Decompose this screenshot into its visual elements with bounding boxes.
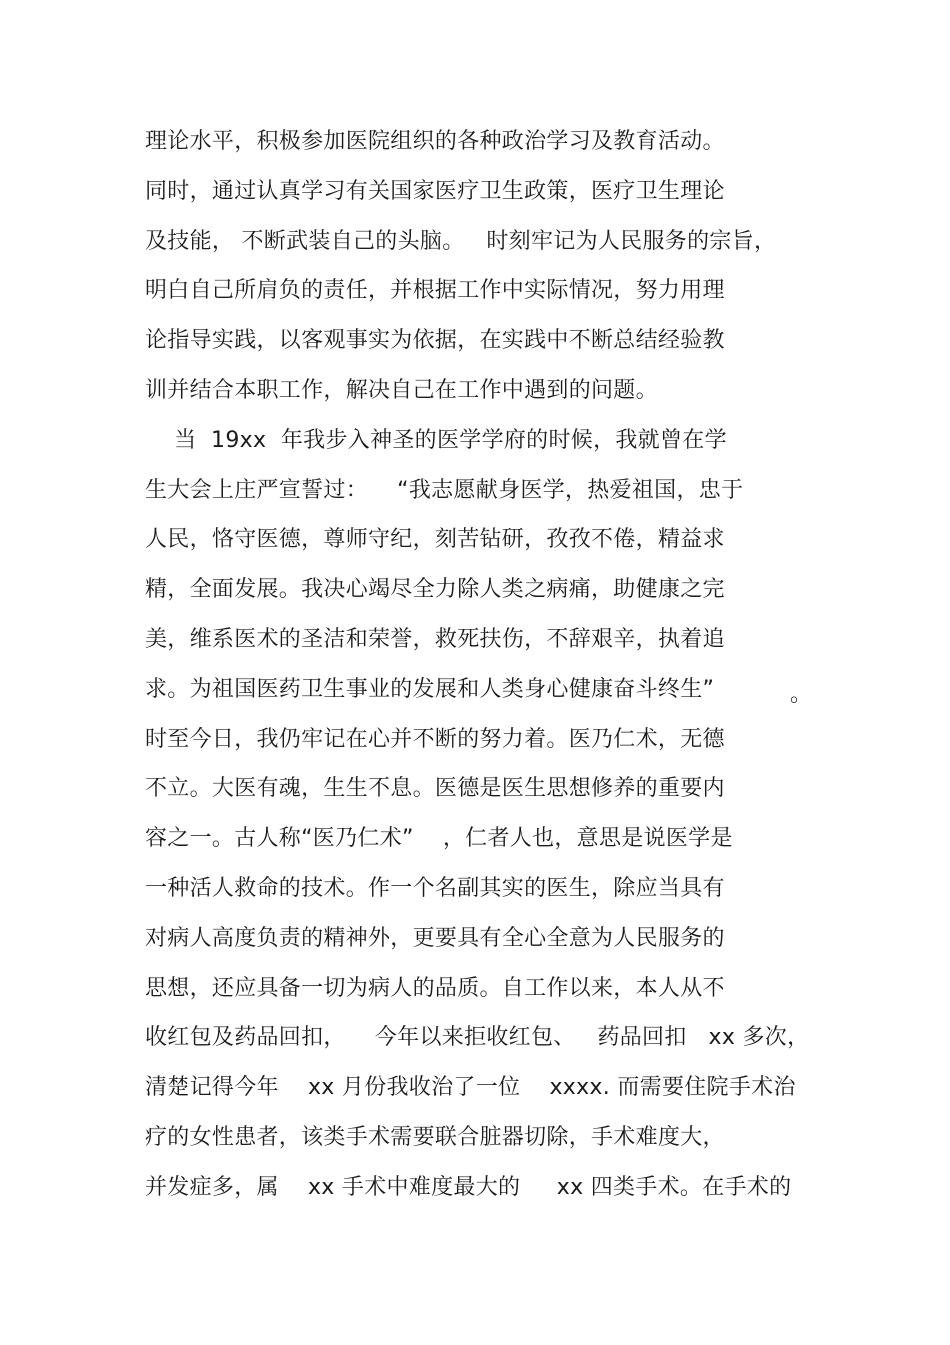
text-line-7: 当 19xx 年我步入神圣的医学学府的时候，我就曾在学 <box>145 428 727 453</box>
text-line-14: 不立。大医有魂，生生不息。医德是医生思想修养的重要内 <box>145 776 725 801</box>
text-line-15: 容之一。古人称“医乃仁术” ，仁者人也，意思是说医学是 <box>145 826 733 851</box>
text-line-4: 明白自己所肩负的责任，并根据工作中实际情况，努力用理 <box>145 278 725 303</box>
text-line-18: 思想，还应具备一切为病人的品质。自工作以来，本人从不 <box>145 976 725 1001</box>
text-line-19: 收红包及药品回扣， 今年以来拒收红包、 药品回扣 xx 多次， <box>145 1025 810 1050</box>
text-line-6: 训并结合本职工作，解决自己在工作中遇到的问题。 <box>145 378 658 403</box>
text-line-22: 并发症多，属 xx 手术中难度最大的 xx 四类手术。在手术的 <box>145 1175 792 1200</box>
text-line-1: 理论水平，积极参加医院组织的各种政治学习及教育活动。 <box>145 129 725 154</box>
text-line-21: 疗的女性患者，该类手术需要联合脏器切除，手术难度大， <box>145 1125 725 1150</box>
text-line-8: 生大会上庄严宣誓过： “我志愿献身医学，热爱祖国，忠于 <box>145 478 744 503</box>
trailing-punctuation: 。 <box>790 682 813 707</box>
text-line-12: 求。为祖国医药卫生事业的发展和人类身心健康奋斗终生” <box>145 677 715 702</box>
text-line-16: 一种活人救命的技术。作一个名副其实的医生，除应当具有 <box>145 876 725 901</box>
text-line-3: 及技能， 不断武装自己的头脑。 时刻牢记为人民服务的宗旨， <box>145 229 777 254</box>
text-line-9: 人民，恪守医德，尊师守纪，刻苦钻研，孜孜不倦，精益求 <box>145 527 725 552</box>
text-line-11: 美，维系医术的圣洁和荣誉，救死扶伤，不辞艰辛，执着追 <box>145 627 725 652</box>
text-line-13: 时至今日，我仍牢记在心并不断的努力着。医乃仁术，无德 <box>145 727 725 752</box>
text-line-10: 精，全面发展。我决心竭尽全力除人类之病痛，助健康之完 <box>145 577 725 602</box>
text-line-20: 清楚记得今年 xx 月份我收治了一位 xxxx. 而需要住院手术治 <box>145 1075 796 1100</box>
text-line-5: 论指导实践，以客观事实为依据，在实践中不断总结经验教 <box>145 328 725 353</box>
text-line-2: 同时，通过认真学习有关国家医疗卫生政策，医疗卫生理论 <box>145 179 725 204</box>
text-line-17: 对病人高度负责的精神外，更要具有全心全意为人民服务的 <box>145 926 725 951</box>
